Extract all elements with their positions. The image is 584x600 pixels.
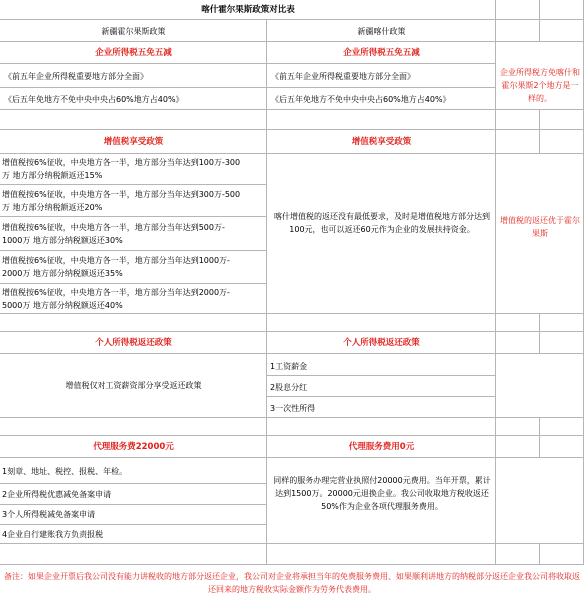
vat-tier-4-line2: 2000万 地方部分纳税额返还35% [2, 269, 123, 278]
corporate-tax-heading-right: 企业所得税五免五减 [343, 48, 420, 58]
grid-cell [496, 130, 540, 154]
grid-cell [496, 314, 540, 332]
grid-cell [0, 418, 267, 436]
page-title: 喀什霍尔果斯政策对比表 [201, 5, 295, 15]
agency-heading-left: 代理服务费22000元 [93, 442, 174, 452]
vat-tier-2-line2: 万 地方部分纳税额返还20% [2, 203, 103, 212]
grid-cell [540, 20, 584, 42]
vat-tier-5-line2: 5000万 地方部分纳税额返还40% [2, 301, 123, 310]
grid-cell [0, 544, 267, 565]
grid-cell [540, 314, 584, 332]
corporate-tax-right-line1: 《前五年企业所得税重要地方部分全面》 [271, 72, 415, 81]
agency-right-text: 同样的服务办理完营业执照付20000元费用。当年开票，累计达到1500万。20000元退换企业。我公司收取地方税收返还50%作为企业各项代理服务费用。 [273, 476, 491, 511]
personal-tax-left-text: 增值税仅对工资薪资部分享受返还政策 [65, 381, 202, 390]
grid-cell [496, 354, 584, 418]
grid-cell [496, 436, 540, 458]
grid-cell [496, 332, 540, 354]
corporate-tax-right-line2: 《后五年免地方不免中央中央占60%地方占40%》 [271, 95, 451, 104]
grid-cell [496, 110, 540, 130]
vat-note: 增值税的返还优于霍尔果斯 [500, 216, 580, 238]
header-left: 新疆霍尔果斯政策 [101, 27, 166, 36]
corporate-tax-heading-left: 企业所得税五免五减 [95, 48, 172, 58]
agency-item-2: 2企业所得税优惠减免备案申请 [2, 490, 112, 499]
agency-item-1: 1刻章、地址、税控、报税、年检。 [2, 467, 128, 476]
vat-right-text: 喀什增值税的返还没有最低要求，及时是增值税地方部分达到100元，也可以返还60元作为企业的发展扶持资金。 [274, 212, 490, 234]
grid-cell [540, 544, 584, 565]
grid-cell [267, 418, 496, 436]
personal-tax-heading-right: 个人所得税返还政策 [343, 338, 420, 348]
agency-item-3: 3个人所得税减免备案申请 [2, 510, 96, 519]
grid-cell [267, 544, 496, 565]
footer-note: 备注：如果企业开票后我公司没有能力讲税收的地方部分返还企业，我公司对企业将承担当年的免费服务费用、如果顺利讲地方的纳税部分返还企业我公司将收取返还回来的地方税收实际金额作为劳务代表费用。 [4, 572, 580, 594]
grid-cell [496, 544, 540, 565]
vat-tier-5-line1: 增值税按6%征收，中央地方各一半，地方部分当年达到2000万- [2, 288, 230, 297]
personal-tax-item-3: 3一次性所得 [270, 404, 316, 413]
grid-cell [540, 418, 584, 436]
personal-tax-item-2: 2股息分红 [270, 383, 308, 392]
corporate-tax-left-line2: 《后五年免地方不免中央中央占60%地方占40%》 [4, 95, 184, 104]
agency-item-4: 4企业自行建账我方负责报税 [2, 530, 104, 539]
vat-tier-4-line1: 增值税按6%征收，中央地方各一半，地方部分当年达到1000万- [2, 256, 230, 265]
vat-tier-1-line1: 增值税按6%征收，中央地方各一半，地方部分当年达到100万-300 [2, 158, 241, 167]
vat-tier-3-line1: 增值税按6%征收，中央地方各一半，地方部分当年达到500万- [2, 223, 225, 232]
vat-tier-3-line2: 1000万 地方部分纳税额返还30% [2, 236, 123, 245]
grid-cell [540, 0, 584, 20]
grid-cell [0, 110, 267, 130]
grid-cell [267, 110, 496, 130]
grid-cell [540, 436, 584, 458]
personal-tax-item-1: 1工资薪金 [270, 362, 308, 371]
vat-heading-left: 增值税享受政策 [103, 137, 164, 147]
vat-tier-2-line1: 增值税按6%征收，中央地方各一半，地方部分当年达到300万-500 [2, 190, 241, 199]
grid-cell [496, 418, 540, 436]
vat-tier-1-line2: 万 地方部分纳税额返还15% [2, 171, 103, 180]
grid-cell [496, 20, 540, 42]
grid-cell [540, 332, 584, 354]
grid-cell [267, 314, 496, 332]
grid-cell [0, 314, 267, 332]
corporate-tax-note: 企业所得税方免喀什和霍尔果斯2个地方是一样的。 [500, 68, 580, 103]
agency-heading-right: 代理服务费用0元 [348, 442, 415, 452]
corporate-tax-left-line1: 《前五年企业所得税重要地方部分全面》 [4, 72, 148, 81]
grid-cell [496, 458, 584, 544]
grid-cell [496, 0, 540, 20]
personal-tax-heading-left: 个人所得税返还政策 [95, 338, 172, 348]
header-right: 新疆喀什政策 [357, 27, 406, 36]
grid-cell [540, 110, 584, 130]
grid-cell [540, 130, 584, 154]
vat-heading-right: 增值税享受政策 [351, 137, 412, 147]
